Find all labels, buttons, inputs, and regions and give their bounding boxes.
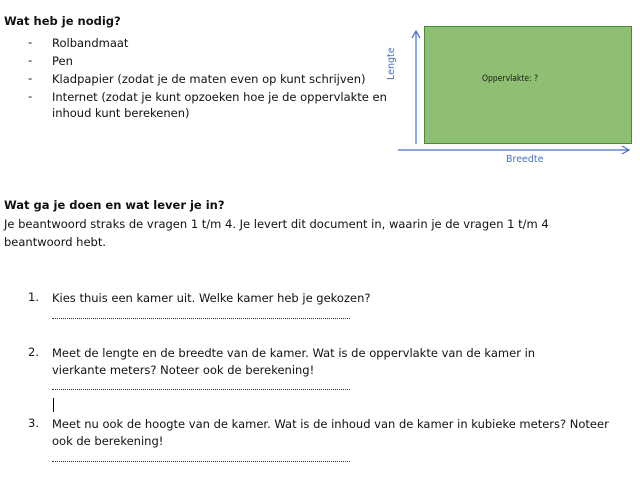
list-item: Internet (zodat je kunt opzoeken hoe je de oppervlakte en inhoud kunt berekenen)	[52, 90, 387, 120]
task-intro: Je beantwoord straks de vragen 1 t/m 4. Je levert dit document in, waarin je de vragen 1 t/m 4 beantwoord hebt.	[4, 217, 549, 249]
list-dash: -	[28, 71, 33, 85]
list-dash: -	[28, 35, 33, 49]
length-label: Lengte	[386, 47, 397, 80]
list-item: Pen	[52, 54, 73, 68]
list-item: Kladpapier (zodat je de maten even op kunt schrijven)	[52, 72, 366, 86]
answer-line[interactable]	[52, 461, 350, 462]
answer-line[interactable]	[52, 318, 350, 319]
list-dash: -	[28, 53, 33, 67]
answer-line[interactable]	[52, 389, 350, 390]
list-dash: -	[28, 89, 33, 103]
question-number: 1.	[28, 290, 39, 304]
question-text: Meet de lengte en de breedte van de kamer. Wat is de oppervlakte van de kamer in vierkante meters? Noteer ook de berekening!	[52, 346, 536, 377]
question-number: 3.	[28, 416, 39, 430]
list-item: Rolbandmaat	[52, 36, 129, 50]
question-text: Kies thuis een kamer uit. Welke kamer heb je gekozen?	[52, 291, 371, 305]
section-heading-needs: Wat heb je nodig?	[4, 14, 121, 28]
area-label: Oppervlakte: ?	[482, 74, 539, 84]
width-label: Breedte	[506, 154, 544, 165]
axis-arrows	[396, 22, 636, 172]
question-text: Meet nu ook de hoogte van de kamer. Wat is de inhoud van de kamer in kubieke meters? Noteer ook de berekening!	[52, 417, 609, 448]
section-heading-task: Wat ga je doen en wat lever je in?	[4, 198, 225, 212]
question-number: 2.	[28, 345, 39, 359]
text-cursor	[53, 398, 54, 412]
